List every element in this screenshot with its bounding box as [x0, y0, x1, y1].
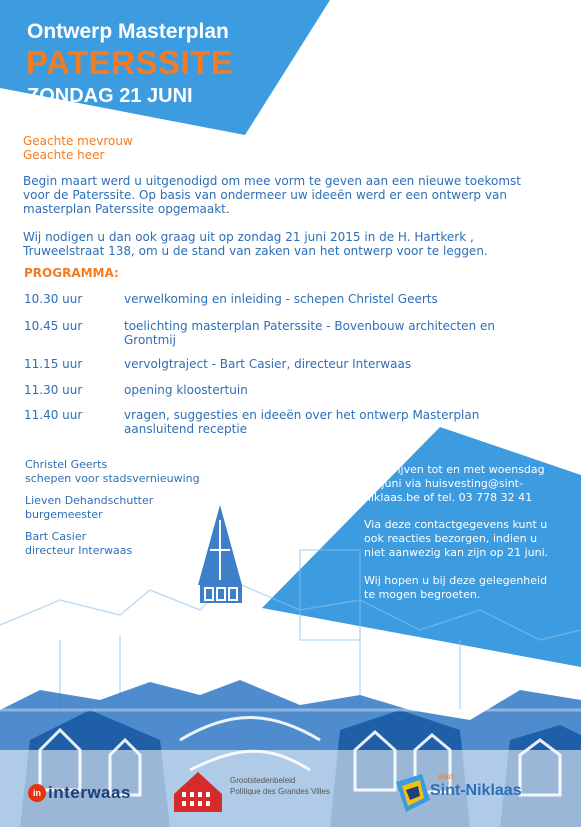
header-site-name: PATERSSITE	[26, 44, 234, 81]
intro-paragraph-1	[23, 174, 563, 216]
gsb-line-2: Politique des Grandes Villes	[230, 787, 330, 796]
building-icon	[172, 768, 224, 814]
interwaas-wordmark: interwaas	[48, 783, 131, 802]
signatory-role: burgemeester	[25, 508, 103, 521]
intro-paragraph-2	[23, 230, 563, 258]
signatory-name: Lieven Dehandschutter	[25, 494, 154, 507]
text-line: ook reacties bezorgen, indien u	[364, 532, 538, 545]
program-time: 11.40 uur	[24, 408, 83, 422]
text-line: Wij hopen u bij deze gelegenheid	[364, 574, 548, 587]
text-line: te mogen begroeten.	[364, 588, 481, 601]
header-date: ZONDAG 21 JUNI	[27, 85, 193, 107]
program-item	[24, 319, 544, 347]
closing-text	[364, 574, 564, 602]
program-time: 11.30 uur	[24, 383, 83, 397]
text-line: Begin maart werd u uitgenodigd om mee vorm te geven aan een nieuwe toekomst	[23, 174, 521, 188]
signatory	[25, 458, 200, 486]
text-line: voor de Paterssite. Op basis van ondermeer uw ideeën werd er een ontwerp van	[23, 188, 507, 202]
salutation-line: Geachte heer	[23, 148, 105, 162]
sint-niklaas-emblem-icon	[392, 772, 432, 814]
interwaas-logo	[28, 782, 158, 806]
stad-label: stad	[438, 772, 454, 781]
interwaas-mark-icon: in	[28, 784, 46, 802]
text-line: niet aanwezig kan zijn op 21 juni.	[364, 546, 549, 559]
gsb-line-1: Grootstedenbeleid	[230, 776, 296, 785]
signatory-name: Christel Geerts	[25, 458, 108, 471]
text-line: Wij nodigen u dan ook graag uit op zondag 21 juni 2015 in de H. Hartkerk ,	[23, 230, 474, 244]
program-description: opening kloostertuin	[124, 383, 248, 397]
header-title: Ontwerp Masterplan	[27, 20, 229, 43]
program-item	[24, 357, 544, 371]
salutation-line: Geachte mevrouw	[23, 134, 133, 148]
registration-info	[364, 463, 564, 505]
signatory	[25, 530, 132, 558]
signatory-name: Bart Casier	[25, 530, 87, 543]
program-description: toelichting masterplan Paterssite - Bovenbouw architecten en Grontmij	[124, 319, 495, 347]
program-time: 10.45 uur	[24, 319, 83, 333]
program-title: PROGRAMMA:	[24, 266, 119, 280]
text-line: Inschrijven tot en met woensdag	[364, 463, 545, 476]
signatory-role: directeur Interwaas	[25, 544, 133, 557]
program-description: vragen, suggesties en ideeën over het ontwerp Masterplan aansluitend receptie	[124, 408, 480, 436]
program-time: 11.15 uur	[24, 357, 83, 371]
program-item	[24, 292, 544, 306]
salutation	[23, 134, 133, 162]
signatory-role: schepen voor stadsvernieuwing	[25, 472, 200, 485]
text-line: niklaas.be of tel. 03 778 32 41	[364, 491, 533, 504]
program-description: vervolgtraject - Bart Casier, directeur Interwaas	[124, 357, 412, 371]
contact-info	[364, 518, 564, 560]
signatory	[25, 494, 153, 522]
text-line: Via deze contactgegevens kunt u	[364, 518, 548, 531]
text-line: 17 juni via huisvesting@sint-	[364, 477, 523, 490]
program-time: 10.30 uur	[24, 292, 83, 306]
text-line: Truweelstraat 138, om u de stand van zaken van het ontwerp voor te leggen.	[23, 244, 488, 258]
program-item	[24, 383, 544, 397]
sint-niklaas-wordmark: Sint-Niklaas	[430, 782, 522, 799]
sint-niklaas-logo	[392, 768, 542, 818]
text-line: masterplan Paterssite opgemaakt.	[23, 202, 230, 216]
program-description: verwelkoming en inleiding - schepen Christel Geerts	[124, 292, 438, 306]
grootstedenbeleid-logo	[172, 768, 352, 818]
